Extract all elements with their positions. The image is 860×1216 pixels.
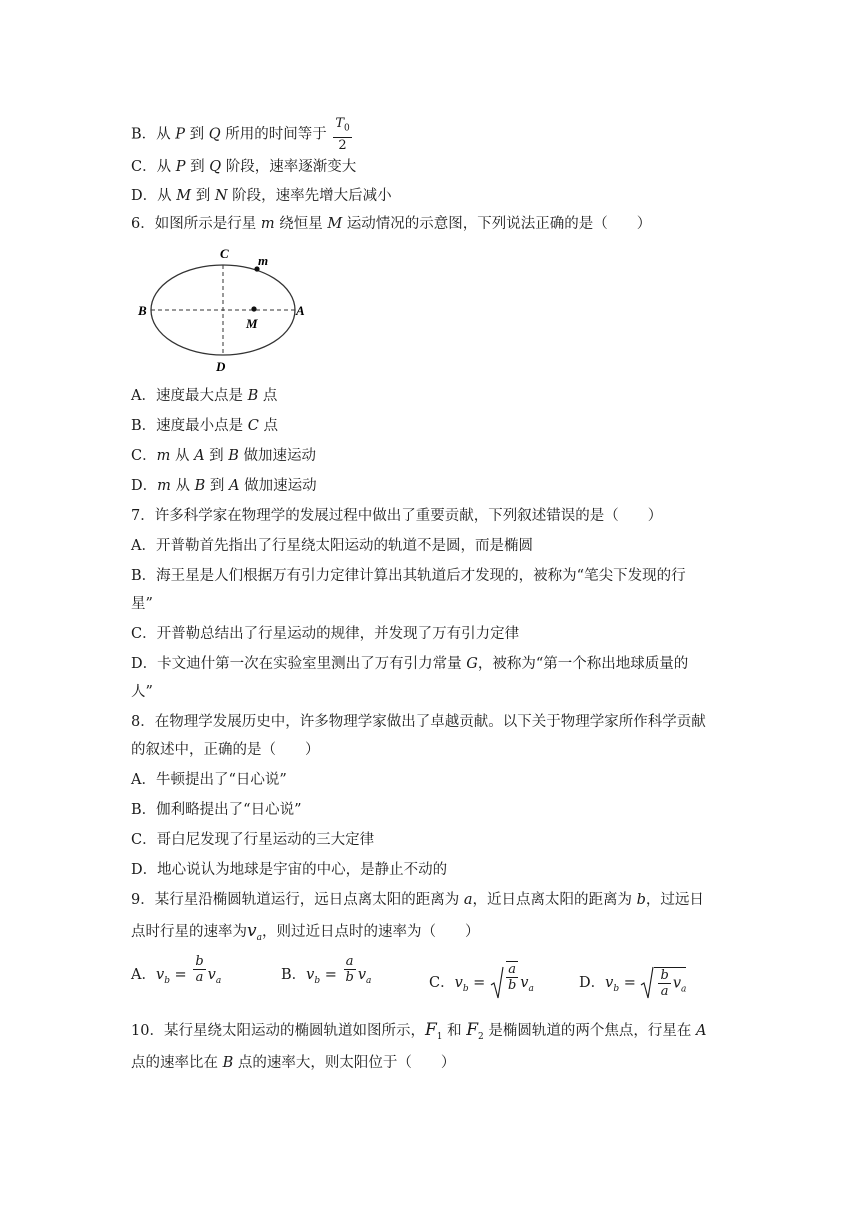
q9-stem-line1: 9．某行星沿椭圆轨道运行，远日点离太阳的距离为 a，近日点离太阳的距离为 b，过远日 (131, 892, 704, 908)
q6-option-c: C．m 从 A 到 B 做加速运动 (131, 448, 317, 464)
q10-stem-line2: 点的速率比在 B 点的速率大，则太阳位于（ ） (131, 1055, 456, 1071)
q7-option-a: A．开普勒首先指出了行星绕太阳运动的轨道不是圆，而是椭圆 (131, 538, 533, 554)
q9-option-a: A．$v_b$ = $\frac{b}{a}$ $v_a$ (131, 953, 222, 986)
label-a: A (296, 303, 305, 318)
label-planet-m: m (258, 253, 269, 268)
q7-stem: 7．许多科学家在物理学的发展过程中做出了重要贡献，下列叙述错误的是（ ） (131, 508, 663, 524)
q7-option-d-line1: D．卡文迪什第一次在实验室里测出了万有引力常量 G，被称为“第一个称出地球质量的 (131, 656, 689, 672)
q8-stem-line1: 8．在物理学发展历史中，许多物理学家做出了卓越贡献。以下关于物理学家所作科学贡献 (131, 714, 706, 730)
label-star-m: M (246, 316, 258, 331)
q6-stem: 6．如图所示是行星 m 绕恒星 M 运动情况的示意图，下列说法正确的是（ ） (131, 216, 652, 232)
q8-option-a: A．牛顿提出了“日心说” (131, 772, 287, 788)
q6-option-a: A．速度最大点是 B 点 (131, 388, 278, 404)
q9-stem-line2: 点时行星的速率为$v_a$，则过近日点时的速率为（ ） (131, 921, 480, 943)
q9-options (131, 953, 731, 999)
q7-option-d-line2: 人” (131, 684, 153, 700)
q8-option-d: D．地心说认为地球是宇宙的中心，是静止不动的 (131, 862, 448, 878)
q9-option-d: D．$v_b$ = $\frac{b}{a}$ $v_a$ (579, 965, 686, 1001)
q5-option-c: C．从 P 到 Q 阶段，速率逐渐变大 (131, 159, 357, 175)
q5-option-b: B．从 P 到 Q 所用的时间等于 $\frac{T_0}{2}$ (131, 116, 350, 153)
orbit-diagram (132, 240, 332, 380)
q9-option-b: B．$v_b$ = $\frac{a}{b}$ $v_a$ (281, 953, 372, 986)
q7-option-b-line2: 星” (131, 596, 153, 612)
label-b: B (138, 303, 147, 318)
sqrt-symbol (490, 965, 504, 1001)
q6-option-b: B．速度最小点是 C 点 (131, 418, 278, 434)
q5-option-d: D．从 M 到 N 阶段，速率先增大后减小 (131, 188, 392, 204)
q8-option-b: B．伽利略提出了“日心说” (131, 802, 302, 818)
q9-option-c: C．$v_b$ = $\frac{a}{b}$ $v_a$ (429, 965, 534, 1001)
q7-option-b-line1: B．海王星是人们根据万有引力定律计算出其轨道后才发现的，被称为“笔尖下发现的行 (131, 568, 686, 584)
star-m-dot (251, 306, 256, 311)
q8-option-c: C．哥白尼发现了行星运动的三大定律 (131, 832, 375, 848)
sqrt-symbol (640, 965, 654, 1001)
label-c: C (220, 246, 229, 261)
label-d: D (216, 359, 226, 374)
q8-stem-line2: 的叙述中，正确的是（ ） (131, 742, 320, 758)
fraction-t0-over-2: $\frac{T_0}{2}$ (335, 116, 350, 153)
q10-stem-line1: 10．某行星绕太阳运动的椭圆轨道如图所示，$F_1$ 和 $F_2$ 是椭圆轨道的两个焦点，行星在 A (131, 1020, 707, 1042)
q6-option-d: D．m 从 B 到 A 做加速运动 (131, 478, 317, 494)
q7-option-c: C．开普勒总结出了行星运动的规律，并发现了万有引力定律 (131, 626, 520, 642)
